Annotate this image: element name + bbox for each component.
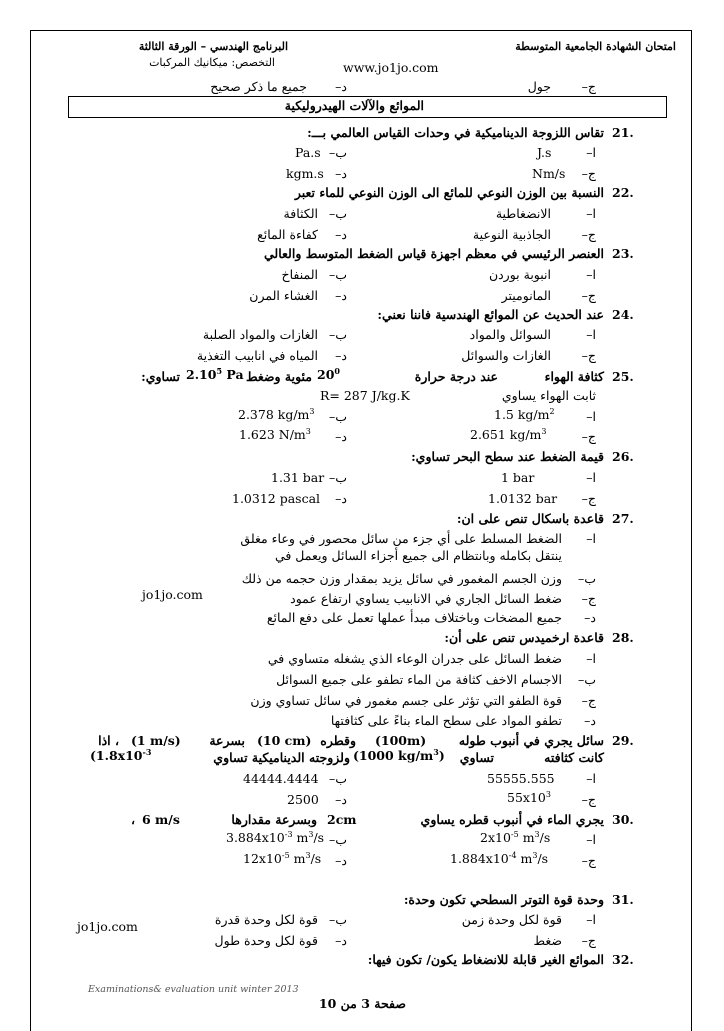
q30-d-text: $12x10^{-5}$ $m^3/s$ — [243, 850, 322, 866]
q31-a-letter: ا– — [586, 912, 596, 927]
q28-number: 28. — [612, 630, 634, 645]
q24-c-text: الغازات والسوائل — [461, 348, 551, 363]
q24-b-text: الغازات والمواد الصلبة — [202, 327, 318, 342]
q28-c-text: قوة الطفو التي تؤثر على جسم مغمور في سائل تساوي وزن — [250, 693, 562, 708]
q26-c-letter: ج– — [581, 491, 596, 506]
q27-number: 27. — [612, 511, 634, 526]
q29-text-4: ، اذا — [98, 733, 119, 748]
q27-d-letter: د– — [584, 610, 596, 625]
q29-d-text: 2500 — [287, 792, 319, 807]
q30-number: 30. — [612, 812, 634, 827]
q21-number: 21. — [612, 125, 634, 140]
q25-d-text: 1.623 $N/m^3$ — [239, 426, 311, 442]
q28-text: قاعدة ارخميدس تنص على أن: — [444, 630, 604, 645]
q21-b-letter: ب– — [328, 145, 347, 160]
q24-number: 24. — [612, 307, 634, 322]
q27-c-text: ضغط السائل الجاري في الانابيب يساوي ارتفاع عمود — [290, 591, 562, 606]
q29-text-6: تساوي — [459, 750, 494, 765]
q31-number: 31. — [612, 892, 634, 907]
q21-a-letter: ا– — [586, 145, 596, 160]
q22-d-text: كفاءة المائع — [257, 227, 318, 242]
q27-a-letter: ا– — [586, 531, 596, 546]
q29-text-1: سائل يجري في أنبوب طوله — [458, 733, 604, 748]
q32-text: الموائع الغير قابلة للانضغاط يكون/ تكون فيها: — [367, 952, 604, 967]
q25-temp: $20^0$ — [317, 365, 340, 382]
q30-b-text: $3.884x10^{-3}$ $m^3/s$ — [226, 829, 325, 845]
q30-diameter: 2cm — [327, 812, 357, 827]
q29-d-letter: د– — [335, 792, 347, 807]
q28-c-letter: ج– — [581, 693, 596, 708]
q28-a-letter: ا– — [586, 651, 596, 666]
q25-b-text: 2.378 $kg/m^3$ — [238, 406, 315, 422]
q22-a-text: الانضغاطية — [495, 206, 551, 221]
q27-b-text: وزن الجسم المغمور في سائل يزيد بمقدار وزن حجمه من ذلك — [241, 571, 562, 586]
q24-b-letter: ب– — [328, 327, 347, 342]
q26-b-text: 1.31 bar — [271, 470, 325, 485]
q23-number: 23. — [612, 246, 634, 261]
q23-a-letter: ا– — [586, 267, 596, 282]
q30-c-letter: ج– — [581, 853, 596, 868]
q27-c-letter: ج– — [581, 591, 596, 606]
q24-d-letter: د– — [335, 348, 347, 363]
q30-text-1: يجري الماء في أنبوب قطره يساوي — [420, 812, 604, 827]
q31-d-text: قوة لكل وحدة طول — [214, 933, 318, 948]
q25-a-letter: ا– — [586, 409, 596, 424]
q29-density: (1000 $kg/m^3$) — [353, 746, 445, 763]
specialization: التخصص: ميكانيك المركبات — [149, 56, 275, 69]
q23-d-text: الغشاء المرن — [249, 288, 318, 303]
q29-number: 29. — [612, 733, 634, 748]
q26-a-text: 1 bar — [501, 470, 535, 485]
q27-text: قاعدة باسكال تنص على ان: — [456, 511, 604, 526]
top-opt-j-text: جول — [527, 79, 551, 94]
q29-text-3: بسرعة — [209, 733, 245, 748]
q26-text: قيمة الضغط عند سطح البحر تساوي: — [411, 449, 604, 464]
q25-text-4: تساوي: — [141, 369, 180, 384]
q26-a-letter: ا– — [586, 470, 596, 485]
q24-text: عند الحديث عن الموائع الهندسية فاننا نعني: — [377, 307, 604, 322]
q21-c-letter: ج– — [581, 166, 596, 181]
q21-a-text: J.s — [537, 145, 552, 160]
exam-title: امتحان الشهادة الجامعية المتوسطة — [515, 40, 676, 53]
q22-number: 22. — [612, 185, 634, 200]
q25-d-letter: د– — [335, 429, 347, 444]
q25-note: ثابت الهواء يساوي — [501, 388, 596, 403]
q29-diameter: (10 cm) — [257, 733, 312, 748]
q29-viscosity: ($1.8x10^{-3}$ — [90, 746, 152, 763]
q29-length: (100m) — [375, 733, 427, 748]
q24-c-letter: ج– — [581, 348, 596, 363]
q31-c-text: ضغط — [533, 933, 562, 948]
q21-text: تقاس اللزوجة الديناميكية في وحدات القياس العالمي بـــ: — [307, 125, 604, 140]
q21-d-letter: د– — [335, 166, 347, 181]
q30-a-letter: ا– — [586, 832, 596, 847]
q29-text-2: وقطره — [320, 733, 356, 748]
q25-a-text: 1.5 $kg/m^2$ — [494, 406, 555, 422]
q26-number: 26. — [612, 449, 634, 464]
program-title: البرنامج الهندسي – الورقة الثالثة — [138, 40, 288, 53]
q27-a-text-line1: الضغط المسلط على أي جزء من سائل محصور في وعاء مغلق — [240, 531, 562, 546]
q23-text: العنصر الرئيسي في معظم اجهزة قياس الضغط المتوسط والعالي — [263, 246, 604, 261]
q30-a-text: $2x10^{-5}$ $m^3/s$ — [480, 829, 551, 845]
q28-b-letter: ب– — [577, 672, 596, 687]
page-number: صفحة 3 من 10 — [318, 996, 406, 1011]
q29-speed: (1 m/s) — [131, 733, 181, 748]
top-opt-j-letter: ج– — [581, 79, 596, 94]
q23-b-text: المنفاخ — [281, 267, 318, 282]
q23-d-letter: د– — [335, 288, 347, 303]
q27-b-letter: ب– — [577, 571, 596, 586]
q31-b-text: قوة لكل وحدة قدرة — [214, 912, 318, 927]
q24-a-text: السوائل والمواد — [469, 327, 551, 342]
q29-a-text: 55555.555 — [487, 771, 555, 786]
q32-number: 32. — [612, 952, 634, 967]
q23-c-text: المانوميتر — [501, 288, 551, 303]
q28-a-text: ضغط السائل على جدران الوعاء الذي يشغله متساوي في — [267, 651, 562, 666]
q26-d-letter: د– — [335, 491, 347, 506]
q29-text-7: ولزوجته الديناميكية تساوي — [213, 750, 350, 765]
q30-c-text: $1.884x10^{-4}$ $m^3/s$ — [450, 850, 549, 866]
q24-d-text: المياه في انابيب التغذية — [196, 348, 318, 363]
q21-d-text: kgm.s — [286, 166, 324, 181]
q31-c-letter: ج– — [581, 933, 596, 948]
q25-text-2: عند درجة حرارة — [414, 369, 498, 384]
q22-b-letter: ب– — [328, 206, 347, 221]
q29-text-5: كانت كثافته — [544, 750, 604, 765]
q25-text-3: مئوية وضغط — [245, 369, 312, 384]
watermark-1: jo1jo.com — [142, 587, 203, 602]
q25-pressure: 2.10$^5$ Pa — [186, 365, 244, 382]
q22-d-letter: د– — [335, 227, 347, 242]
q28-d-text: تطفو المواد على سطح الماء بناءً على كثافتها — [330, 713, 562, 728]
q26-d-text: 1.0312 pascal — [232, 491, 321, 506]
q30-text-3: ، — [131, 812, 136, 827]
q22-b-text: الكثافة — [283, 206, 318, 221]
q30-text-2: وبسرعة مقدارها — [231, 812, 317, 827]
q31-a-text: قوة لكل وحدة زمن — [461, 912, 562, 927]
q22-a-letter: ا– — [586, 206, 596, 221]
q23-c-letter: ج– — [581, 288, 596, 303]
top-opt-d-text: جميع ما ذكر صحيح — [210, 79, 307, 94]
q30-d-letter: د– — [335, 853, 347, 868]
q25-text-1: كثافة الهواء — [544, 369, 604, 384]
q27-a-text-line2: ينتقل بكامله وبانتظام الى جميع أجزاء السائل ويعمل في — [274, 548, 562, 563]
q25-number: 25. — [612, 369, 634, 384]
q29-c-letter: ج– — [581, 792, 596, 807]
watermark-2: jo1jo.com — [77, 919, 138, 934]
q30-speed: 6 m/s — [142, 812, 180, 827]
q25-c-text: 2.651 $kg/m^3$ — [470, 426, 547, 442]
q24-a-letter: ا– — [586, 327, 596, 342]
q29-c-text: $55x10^3$ — [507, 789, 551, 805]
q31-text: وحدة قوة التوتر السطحي تكون وحدة: — [403, 892, 604, 907]
q29-b-text: 44444.4444 — [243, 771, 319, 786]
q29-a-letter: ا– — [586, 771, 596, 786]
q26-c-text: 1.0132 bar — [488, 491, 558, 506]
q27-d-text: جميع المضخات وباختلاف مبدأ عملها تعمل على دفع المائع — [266, 610, 562, 625]
q31-d-letter: د– — [335, 933, 347, 948]
q22-c-text: الجاذبية النوعية — [472, 227, 551, 242]
q22-c-letter: ج– — [581, 227, 596, 242]
q31-b-letter: ب– — [328, 912, 347, 927]
q23-b-letter: ب– — [328, 267, 347, 282]
q25-r-constant: R= 287 J/kg.K — [320, 388, 410, 403]
q25-b-letter: ب– — [328, 409, 347, 424]
website-label: www.jo1jo.com — [343, 60, 439, 75]
q22-text: النسبة بين الوزن النوعي للمائع الى الوزن النوعي للماء تعبر — [294, 185, 604, 200]
q23-a-text: انبوبة بوردن — [488, 267, 551, 282]
top-opt-d-letter: د– — [335, 79, 347, 94]
q21-b-text: Pa.s — [295, 145, 321, 160]
q30-b-letter: ب– — [328, 832, 347, 847]
q28-b-text: الاجسام الاخف كثافة من الماء تطفو على جميع السوائل — [276, 672, 562, 687]
q29-b-letter: ب– — [328, 771, 347, 786]
footer-note: Examinations& evaluation unit winter 2013 — [88, 984, 299, 995]
q25-c-letter: ج– — [581, 429, 596, 444]
q28-d-letter: د– — [584, 713, 596, 728]
q21-c-text: Nm/s — [532, 166, 566, 181]
q26-b-letter: ب– — [328, 470, 347, 485]
section-title: الموائع والآلات الهيدروليكية — [284, 98, 424, 113]
